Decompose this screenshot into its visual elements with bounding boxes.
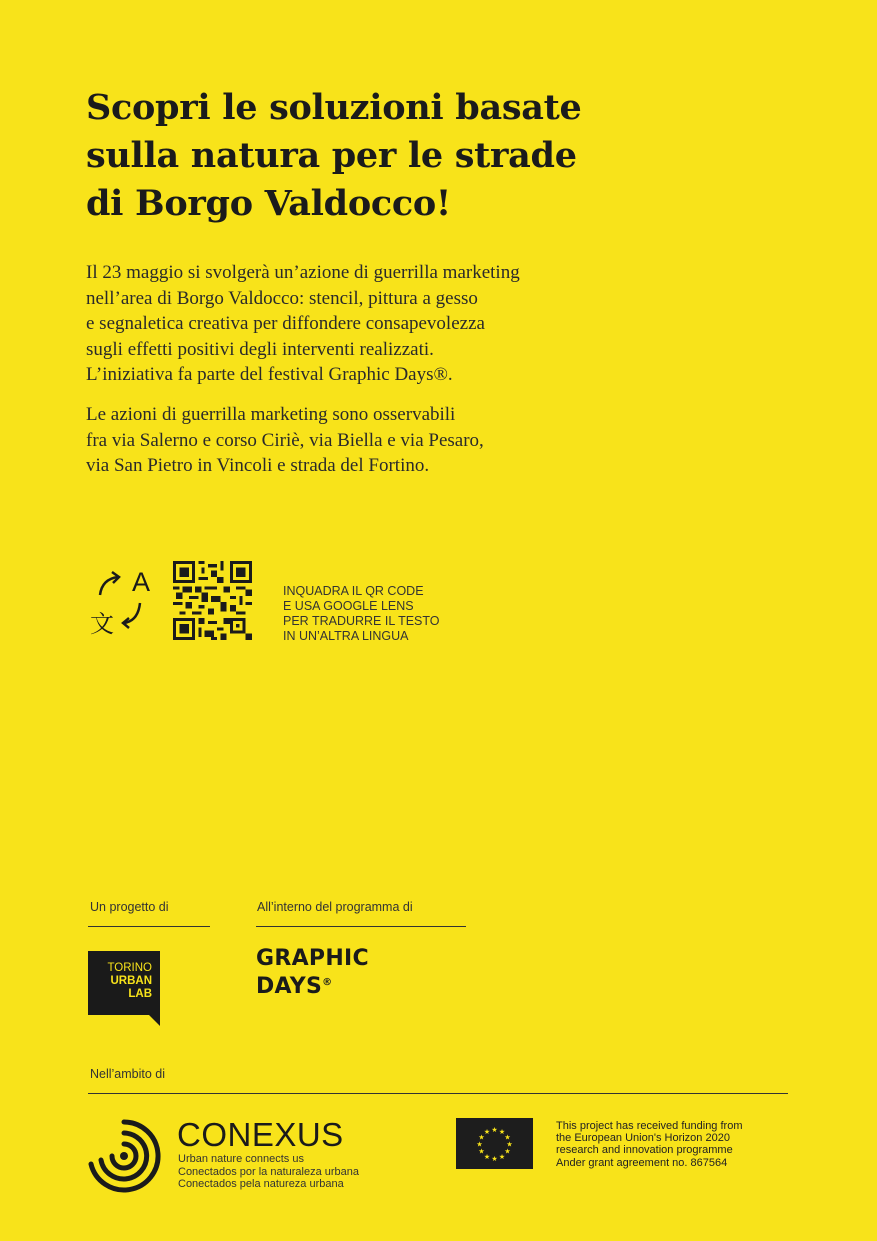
svg-text:★: ★ (504, 1147, 511, 1156)
svg-text:★: ★ (504, 1133, 511, 1142)
qr-instruction-line: INQUADRA IL QR CODE (283, 584, 424, 598)
paragraph-line: Il 23 maggio si svolgerà un’azione di guerrilla marketing (86, 262, 520, 283)
svg-text:★: ★ (498, 1128, 506, 1136)
conexus-tagline: Conectados pela natureza urbana (178, 1178, 344, 1190)
title-line: di Borgo Valdocco! (86, 183, 451, 224)
svg-text:★: ★ (483, 1128, 491, 1136)
tul-line: TORINO (107, 962, 152, 974)
locations-paragraph (86, 402, 646, 479)
qr-instructions (283, 584, 440, 644)
gd-line: DAYS (256, 974, 323, 999)
qr-instruction-line: E USA GOOGLE LENS (283, 599, 414, 613)
title-line: sulla natura per le strade (86, 135, 577, 176)
eu-funding-line: research and innovation programme (556, 1144, 733, 1157)
conexus-taglines (178, 1153, 359, 1191)
conexus-name: CONEXUS (177, 1116, 344, 1153)
eu-flag-icon (456, 1118, 533, 1169)
svg-text:★: ★ (491, 1155, 498, 1163)
conexus-logo-icon (85, 1118, 163, 1194)
torino-urban-lab-logo (88, 951, 160, 1015)
paragraph-line: fra via Salerno e corso Ciriè, via Biella e via Pesaro, (86, 429, 484, 451)
divider (88, 926, 210, 927)
eu-funding-line: This project has received funding from (556, 1120, 743, 1132)
svg-text:★: ★ (498, 1153, 506, 1161)
graphic-days-logo (256, 947, 369, 999)
qr-code-icon[interactable] (173, 561, 252, 640)
svg-text:★: ★ (476, 1140, 483, 1149)
gd-registered-mark: ® (322, 977, 333, 988)
paragraph-line: Le azioni di guerrilla marketing sono osservabili (86, 404, 456, 425)
tul-line: URBAN (110, 975, 152, 987)
conexus-tagline: Conectados por la naturaleza urbana (178, 1165, 360, 1178)
page-title (86, 84, 706, 228)
paragraph-line: nell’area di Borgo Valdocco: stencil, pittura a gesso (86, 287, 478, 309)
translate-letter-zh: 文 (90, 610, 114, 637)
divider (88, 1093, 788, 1094)
svg-text:★: ★ (478, 1133, 485, 1142)
qr-instruction-line: PER TRADURRE IL TESTO (283, 614, 440, 628)
scope-label: Nell’ambito di (90, 1067, 166, 1081)
divider (256, 926, 466, 927)
tul-logo-tail (148, 1014, 160, 1026)
paragraph-line: via San Pietro in Vincoli e strada del Fortino. (86, 455, 430, 476)
svg-text:★: ★ (483, 1153, 491, 1161)
title-line: Scopri le soluzioni basate (86, 87, 582, 128)
gd-line: GRAPHIC (256, 946, 369, 971)
project-by-label: Un progetto di (90, 900, 169, 914)
paragraph-line: L’iniziativa fa parte del festival Graphic Days®. (86, 364, 453, 385)
intro-paragraph (86, 260, 646, 388)
eu-funding-line: the European Union's Horizon 2020 (556, 1132, 730, 1145)
svg-text:★: ★ (506, 1140, 513, 1149)
tul-line: LAB (128, 988, 152, 1000)
translate-icon (88, 565, 158, 637)
eu-funding-text (556, 1120, 742, 1169)
qr-instruction-line: IN UN’ALTRA LINGUA (283, 629, 409, 643)
paragraph-line: e segnaletica creativa per diffondere consapevolezza (86, 313, 485, 334)
conexus-tagline: Urban nature connects us (178, 1153, 304, 1165)
translate-letter-a: A (132, 567, 151, 597)
eu-funding-line: Ander grant agreement no. 867564 (556, 1156, 728, 1169)
svg-text:★: ★ (491, 1126, 498, 1134)
paragraph-line: sugli effetti positivi degli interventi realizzati. (86, 338, 434, 360)
program-label: All’interno del programma di (257, 900, 413, 914)
svg-text:★: ★ (478, 1147, 485, 1156)
